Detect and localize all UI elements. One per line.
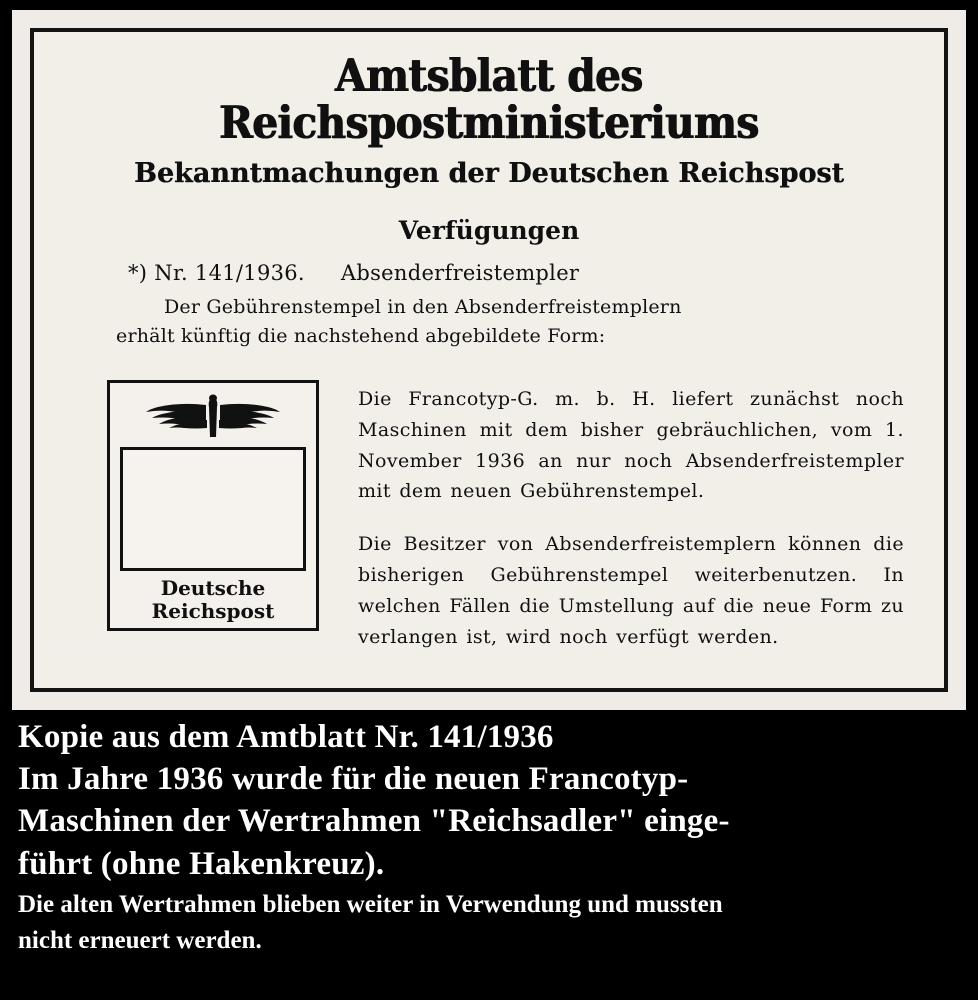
masthead-subtitle: Bekanntmachungen der Deutschen Reichspost	[134, 157, 844, 189]
caption-line-4: führt (ohne Hakenkreuz).	[18, 845, 385, 882]
caption-small-line-1: Die alten Wertrahmen blieben weiter in Verwendung und mussten	[18, 890, 723, 918]
caption-line-1: Kopie aus dem Amtblatt Nr. 141/1936	[18, 719, 554, 755]
decree-body-text	[358, 380, 910, 652]
reichsadler-icon	[120, 391, 306, 443]
decree-subject: Absenderfreistempler	[340, 261, 580, 286]
meter-mark-illustration	[68, 380, 358, 631]
caption-small-line-2: nicht erneuert werden.	[18, 927, 262, 955]
section-title: Verfügungen	[398, 216, 580, 246]
meter-mark-frame	[107, 380, 319, 631]
meter-caption	[120, 577, 306, 622]
caption-line-3: Maschinen der Wertrahmen "Reichsadler" einge-	[18, 803, 730, 840]
newspaper-clipping	[12, 10, 966, 710]
caption-line-2: Im Jahre 1936 wurde für die neuen Francotyp-	[18, 761, 689, 798]
clipping-content	[34, 32, 944, 688]
meter-caption-line-2: Reichspost	[151, 598, 275, 623]
meter-caption-line-1: Deutsche	[160, 576, 266, 601]
decree-heading	[128, 261, 910, 285]
decree-lead	[116, 293, 910, 350]
decree-paragraph-1: Die Francotyp-G. m. b. H. liefert zunächst noch Maschinen mit dem bisher gebräuchlichen, vom 1. November 1936 an nur noch Absenderfreistempler mit dem neuen Gebührenstempel.	[358, 388, 904, 503]
lead-line-2: erhält künftig die nachstehend abgebildete Form:	[116, 324, 606, 347]
decree-paragraph-2: Die Besitzer von Absenderfreistemplern können die bisherigen Gebührenstempel weiterbenutzen. In welchen Fällen die Umstellung auf die neue Form zu verlangen ist, wird noch verfügt werden.	[358, 533, 904, 648]
clipping-border-frame	[30, 28, 948, 692]
decree-lower-section	[68, 380, 910, 652]
decree-number: *) Nr. 141/1936.	[128, 261, 305, 286]
masthead-title: Amtsblatt des Reichspostministeriums	[219, 49, 759, 150]
caption-block	[18, 716, 968, 958]
lead-line-1: Der Gebührenstempel in den Absenderfreistemplern	[164, 296, 682, 319]
meter-value-box	[120, 447, 306, 571]
